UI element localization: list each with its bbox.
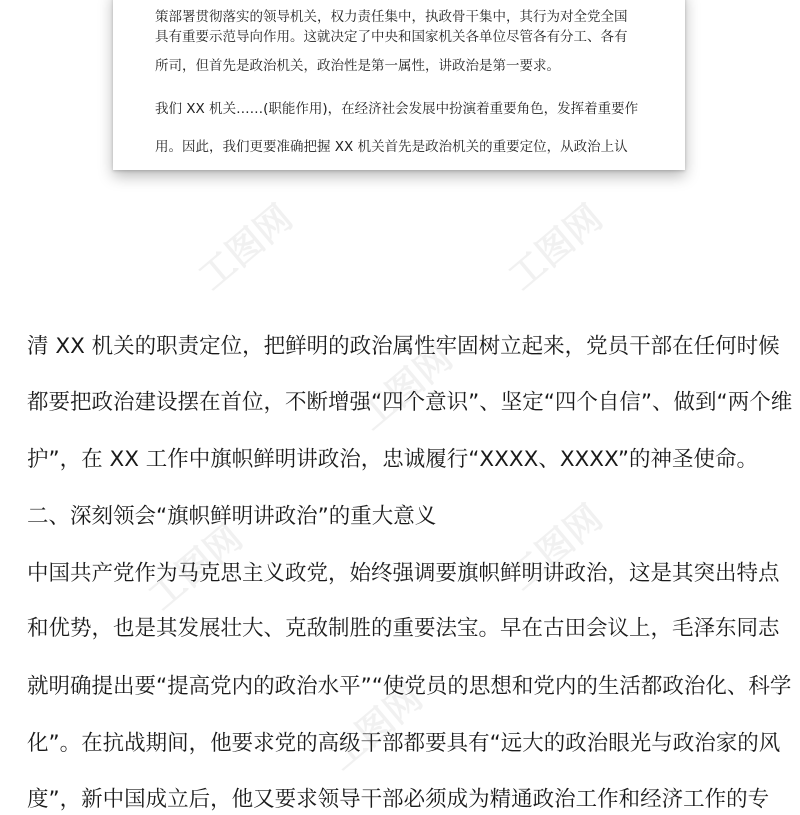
body-text-line: 化”。在抗战期间，他要求党的高级干部都要具有“远大的政治眼光与政治家的风 [27,731,781,756]
card-text-line: 用。因此，我们更要准确把握 XX 机关首先是政治机关的重要定位，从政治上认 [155,139,628,155]
body-text-line: 护”，在 XX 工作中旗帜鲜明讲政治，忠诚履行“XXXX、XXXX”的神圣使命。 [27,447,759,472]
body-text-line: 中国共产党作为马克思主义政党，始终强调要旗帜鲜明讲政治，这是其突出特点 [27,561,780,586]
watermark-logo: 工图网 [141,517,251,619]
watermark-logo: 工图网 [321,677,431,779]
body-text-line: 度”，新中国成立后，他又要求领导干部必须成为精通政治工作和经济工作的专 [27,787,770,812]
card-text-line: 具有重要示范导向作用。这就决定了中央和国家机关各单位尽管各有分工、各有 [155,29,628,45]
body-text-line: 就明确提出要“提高党内的政治水平”“使党员的思想和党内的生活都政治化、科学 [27,674,792,699]
card-text-line: 我们 XX 机关……(职能作用)，在经济社会发展中扮演着重要角色，发挥着重要作 [155,101,639,117]
body-text-line: 都要把政治建设摆在首位，不断增强“四个意识”、坚定“四个自信”、做到“两个维 [27,390,793,415]
card-text-line: 策部署贯彻落实的领导机关，权力责任集中，执政骨干集中，其行为对全党全国 [155,9,628,25]
card-text-line: 所司，但首先是政治机关，政治性是第一属性，讲政治是第一要求。 [155,58,560,74]
watermark-logo: 工图网 [501,497,611,599]
body-text-line: 和优势，也是其发展壮大、克敌制胜的重要法宝。早在古田会议上，毛泽东同志 [27,616,780,641]
body-text-line: 清 XX 机关的职责定位，把鲜明的政治属性牢固树立起来，党员干部在任何时候 [27,334,780,359]
watermark-logo: 工图网 [501,197,611,299]
watermark-logo: 工图网 [191,197,301,299]
section-heading: 二、深刻领会“旗帜鲜明讲政治”的重大意义 [27,504,437,529]
page-preview-card [113,0,685,170]
watermark-logo: 工图网 [351,337,461,439]
